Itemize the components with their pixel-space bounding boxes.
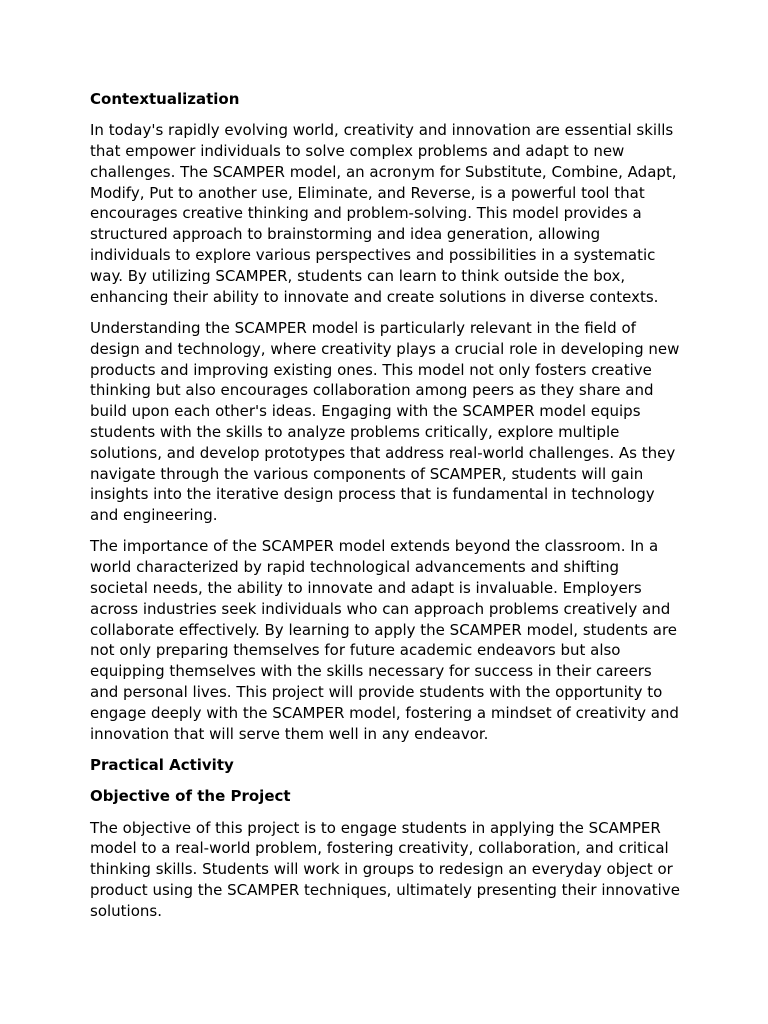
section-heading-contextualization: Contextualization: [90, 90, 240, 108]
paragraph-contextualization-1: In today's rapidly evolving world, creativity and innovation are essential skills that empower individuals to solve complex problems and adapt to new challenges. The SCAMPER model, an acronym for Substitute, Combine, Adapt, Modify, Put to another use, Eliminate, and Reverse, is a powerful tool that encourages creative thinking and problem-solving. This model provides a structured approach to brainstorming and idea generation, allowing individuals to explore various perspectives and possibilities in a systematic way. By utilizing SCAMPER, students can learn to think outside the box, enhancing their ability to innovate and create solutions in diverse contexts.: [90, 121, 677, 306]
paragraph-objective-1: The objective of this project is to engage students in applying the SCAMPER model to a real-world problem, fostering creativity, collaboration, and critical thinking skills. Students will work in groups to redesign an everyday object or product using the SCAMPER techniques, ultimately presenting their innovative solutions.: [90, 818, 680, 920]
section-heading-practical-activity: Practical Activity: [90, 755, 234, 774]
paragraph-contextualization-2: Understanding the SCAMPER model is particularly relevant in the field of design and technology, where creativity plays a crucial role in developing new products and improving existing ones. This model not only fosters creative thinking but also encourages collaboration among peers as they share and build upon each other's ideas. Engaging with the SCAMPER model equips students with the skills to analyze problems critically, explore multiple solutions, and develop prototypes that address real-world challenges. As they navigate through the various components of SCAMPER, students will gain insights into the iterative design process that is fundamental in technology and engineering.: [90, 318, 680, 525]
paragraph-contextualization-3: The importance of the SCAMPER model extends beyond the classroom. In a world characterized by rapid technological advancements and shifting societal needs, the ability to innovate and adapt is invaluable. Employers across industries seek individuals who can approach problems creatively and collaborate effectively. By learning to apply the SCAMPER model, students are not only preparing themselves for future academic endeavors but also equipping themselves with the skills necessary for success in their careers and personal lives. This project will provide students with the opportunity to engage deeply with the SCAMPER model, fostering a mindset of creativity and innovation that will serve them well in any endeavor.: [90, 537, 679, 743]
document-page: [90, 89, 680, 932]
section-heading-objective: Objective of the Project: [90, 787, 291, 806]
